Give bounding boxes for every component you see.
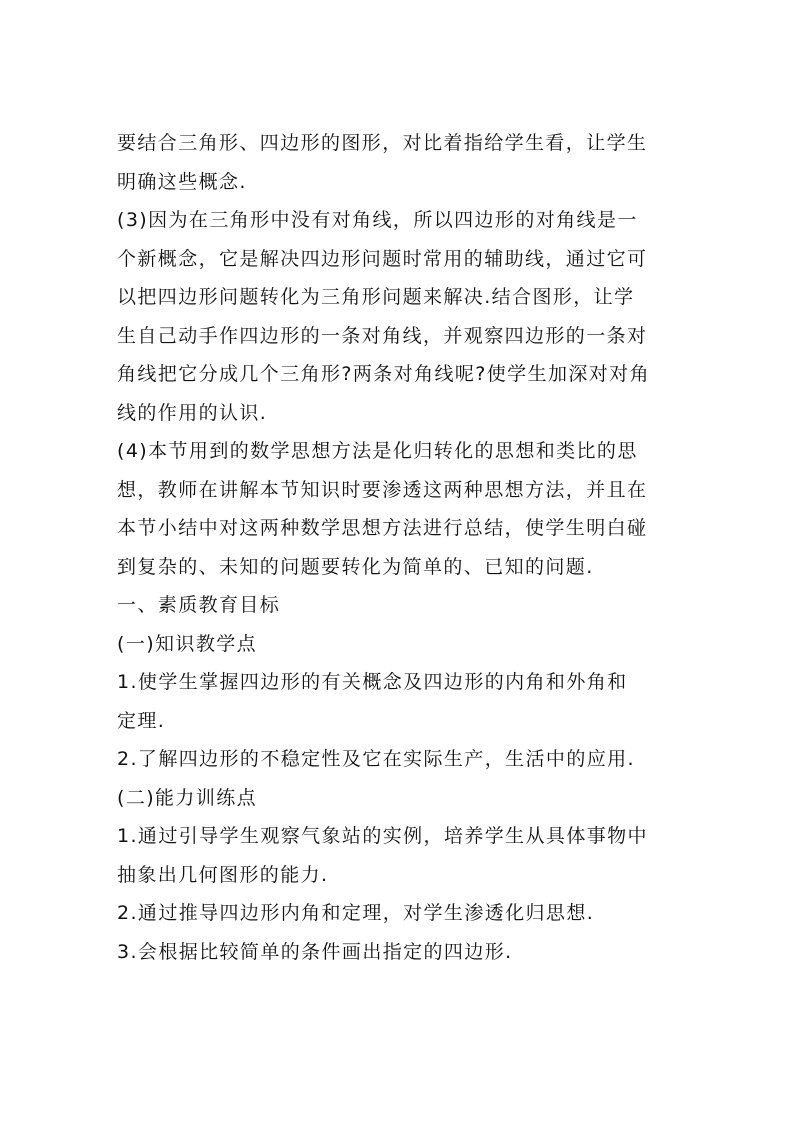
text-line: (3)因为在三角形中没有对角线，所以四边形的对角线是一: [117, 209, 638, 231]
text-line: 生自己动手作四边形的一条对角线，并观察四边形的一条对: [117, 324, 648, 347]
subsection-heading: (一)知识教学点: [117, 632, 258, 655]
text-line: 2.通过推导四边形内角和定理，对学生渗透化归思想.: [117, 902, 595, 924]
text-line: 明确这些概念.: [117, 170, 247, 193]
text-line: (4)本节用到的数学思想方法是化归转化的思想和类比的思: [117, 440, 638, 462]
text-line: 线的作用的认识.: [117, 401, 268, 424]
text-line: 要结合三角形、四边形的图形，对比着指给学生看，让学生: [117, 132, 648, 154]
text-line: 以把四边形问题转化为三角形问题来解决.结合图形，让学: [117, 286, 635, 308]
text-line: 3.会根据比较简单的条件画出指定的四边形.: [117, 940, 513, 963]
text-line: 到复杂的、未知的问题要转化为简单的、已知的问题.: [117, 555, 594, 578]
section-heading: 一、素质教育目标: [117, 594, 281, 616]
text-line: 本节小结中对这两种数学思想方法进行总结，使学生明白碰: [117, 517, 648, 539]
text-line: 角线把它分成几个三角形?两条对角线呢?使学生加深对对角: [117, 363, 650, 385]
text-line: 抽象出几何图形的能力.: [117, 863, 329, 886]
subsection-heading: (二)能力训练点: [117, 786, 258, 809]
document-body: [117, 124, 683, 971]
text-line: 定理.: [117, 709, 166, 732]
text-line: 个新概念，它是解决四边形问题时常用的辅助线，通过它可: [117, 247, 648, 270]
text-line: 2.了解四边形的不稳定性及它在实际生产，生活中的应用.: [117, 748, 635, 770]
text-line: 1.通过引导学生观察气象站的实例，培养学生从具体事物中: [117, 825, 648, 847]
text-line: 想，教师在讲解本节知识时要渗透这两种思想方法，并且在: [117, 478, 648, 501]
text-line: 1.使学生掌握四边形的有关概念及四边形的内角和外角和: [117, 671, 628, 693]
